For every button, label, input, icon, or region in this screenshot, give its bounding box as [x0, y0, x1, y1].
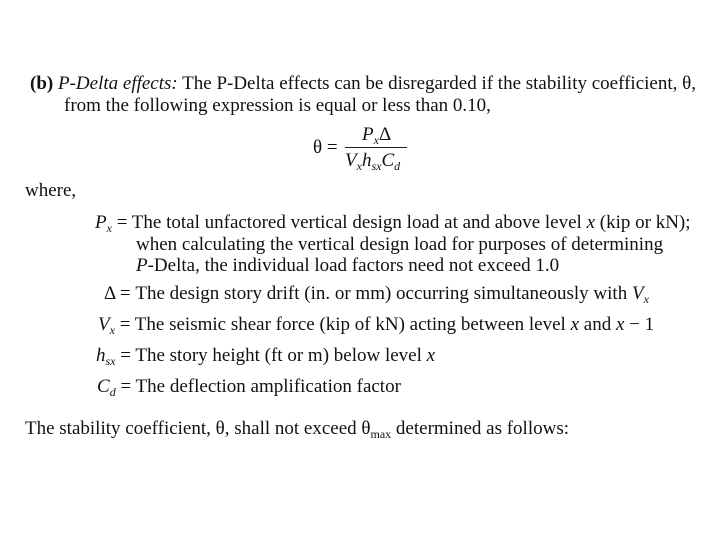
definition-term: Δ — [104, 283, 116, 304]
section-heading: P-Delta effects: — [57, 73, 178, 94]
definition-px-line-2: when calculating the vertical design load for purposes of determining — [136, 234, 664, 255]
definition-text: = The seismic shear force (kip of kN) acting between level x and x − 1 — [114, 314, 655, 335]
fraction-bar — [345, 147, 407, 148]
definition-text: = The design story drift (in. or mm) occurring simultaneously with $V_x$ — [115, 283, 649, 306]
definition-text: = The story height (ft or m) below level x — [115, 345, 436, 366]
intro-line-2: from the following expression is equal or less than 0.10, — [64, 95, 491, 116]
definition-term: $V_x$ — [98, 314, 115, 337]
intro-line-1-text: The P-Delta effects can be disregarded if the stability coefficient, θ, — [177, 73, 696, 94]
definition-text: = The deflection amplification factor — [115, 376, 401, 397]
intro-line-1 — [30, 73, 696, 95]
where-label: where, — [25, 180, 77, 201]
definition-term: $h_{sx}$ — [96, 345, 116, 368]
equation-numerator-render: $P_x\Delta$ — [362, 124, 392, 147]
definition-cd — [97, 376, 401, 398]
equation-lhs: θ = — [313, 137, 338, 158]
definition-px — [95, 212, 691, 234]
equation-denominator-render: $V_xh_{sx}C_d$ — [345, 150, 401, 173]
closing-sentence: The stability coefficient, θ, shall not exceed $\theta_{max}$ determined as follows: — [25, 418, 569, 441]
definition-term: $P_x$ — [95, 212, 112, 235]
item-label: (b) — [30, 73, 54, 94]
equation-denominator — [345, 150, 400, 172]
definition-vx — [98, 314, 654, 336]
definition-delta — [104, 283, 649, 305]
definition-term: $C_d$ — [97, 376, 116, 399]
equation-numerator — [362, 124, 391, 146]
definition-px-line-3: P-Delta, the individual load factors need not exceed 1.0 — [136, 255, 560, 276]
definition-hsx — [96, 345, 435, 367]
definition-text: = The total unfactored vertical design load at and above level x (kip or kN); — [111, 212, 691, 233]
